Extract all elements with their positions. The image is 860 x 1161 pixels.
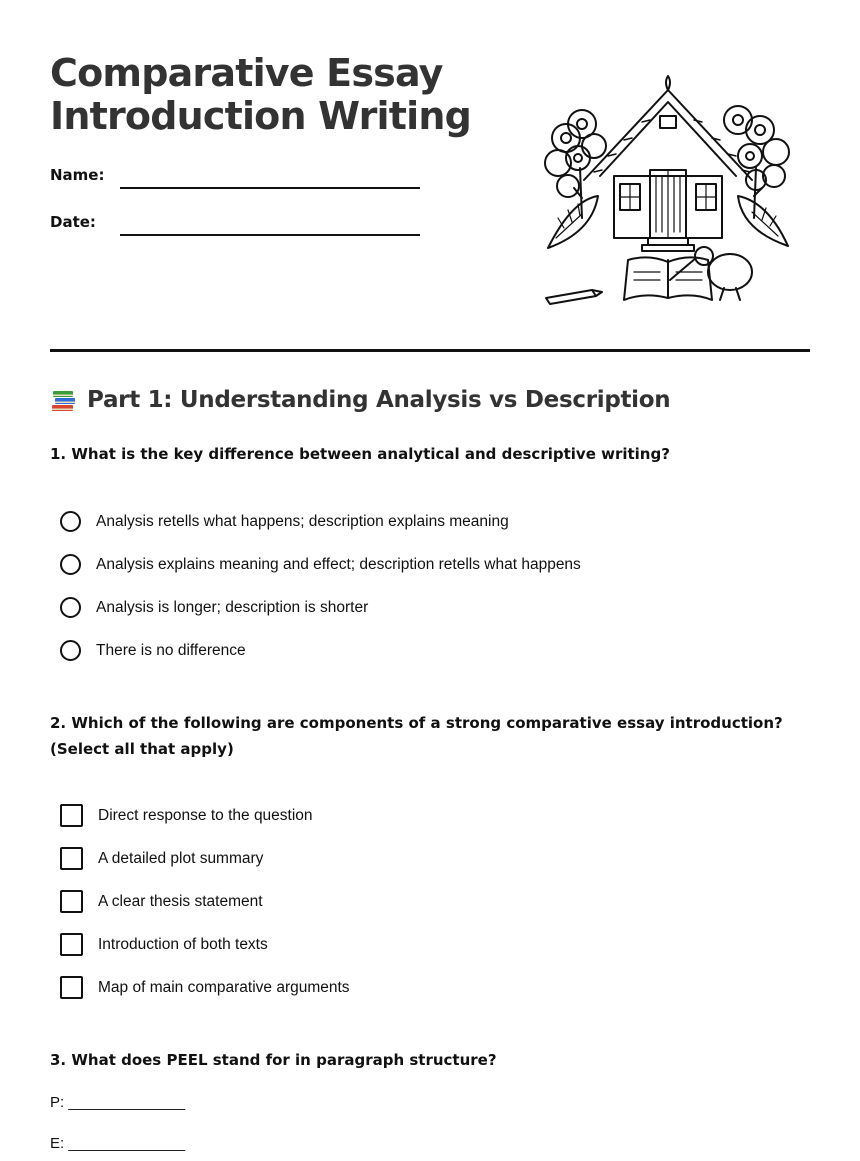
radio-button[interactable] (60, 640, 81, 661)
checkbox[interactable] (60, 847, 83, 870)
checkbox[interactable] (60, 804, 83, 827)
title-line-2: Introduction Writing (50, 94, 472, 138)
q2-option[interactable] (60, 933, 268, 956)
wharenui-kiwi-book-illustration (538, 68, 798, 308)
radio-button[interactable] (60, 511, 81, 532)
q1-option[interactable] (60, 511, 509, 532)
q2-option[interactable] (60, 976, 350, 999)
q2-option-label: Map of main comparative arguments (98, 978, 350, 996)
section-1-title (50, 386, 670, 414)
q2-option-label: Direct response to the question (98, 806, 313, 824)
name-field[interactable] (120, 187, 420, 189)
books-emoji-icon (50, 386, 78, 414)
q1-option-label: Analysis is longer; description is shorter (96, 598, 369, 616)
q1-option-label: Analysis retells what happens; description explains meaning (96, 512, 509, 530)
question-1: 1. What is the key difference between analytical and descriptive writing? (50, 445, 670, 463)
radio-button[interactable] (60, 554, 81, 575)
section-1-title-text: Part 1: Understanding Analysis vs Description (87, 387, 671, 413)
checkbox[interactable] (60, 976, 83, 999)
peel-blank-e[interactable]: E: ______________ (50, 1135, 186, 1152)
worksheet-title (50, 52, 490, 138)
name-label: Name: (50, 166, 105, 184)
right-tree-icon (724, 106, 789, 218)
q2-option[interactable] (60, 804, 313, 827)
q2-option[interactable] (60, 890, 263, 913)
radio-button[interactable] (60, 597, 81, 618)
q1-option[interactable] (60, 640, 246, 661)
q2-option-label: A detailed plot summary (98, 849, 264, 867)
q2-option-label: Introduction of both texts (98, 935, 268, 953)
checkbox[interactable] (60, 890, 83, 913)
date-field[interactable] (120, 234, 420, 236)
checkbox[interactable] (60, 933, 83, 956)
q1-option[interactable] (60, 554, 581, 575)
q2-option-label: A clear thesis statement (98, 892, 263, 910)
q1-option-label: There is no difference (96, 641, 246, 659)
q2-option[interactable] (60, 847, 263, 870)
question-2: 2. Which of the following are components of a strong comparative essay introduction? (Select all that apply) (50, 714, 783, 758)
q1-option-label: Analysis explains meaning and effect; description retells what happens (96, 555, 581, 573)
q1-option[interactable] (60, 597, 368, 618)
header-divider (50, 349, 810, 352)
date-label: Date: (50, 213, 96, 231)
question-3: 3. What does PEEL stand for in paragraph structure? (50, 1051, 497, 1069)
peel-blank-p[interactable]: P: ______________ (50, 1094, 186, 1111)
wharenui-icon (584, 76, 752, 251)
title-line-1: Comparative Essay (50, 51, 443, 95)
